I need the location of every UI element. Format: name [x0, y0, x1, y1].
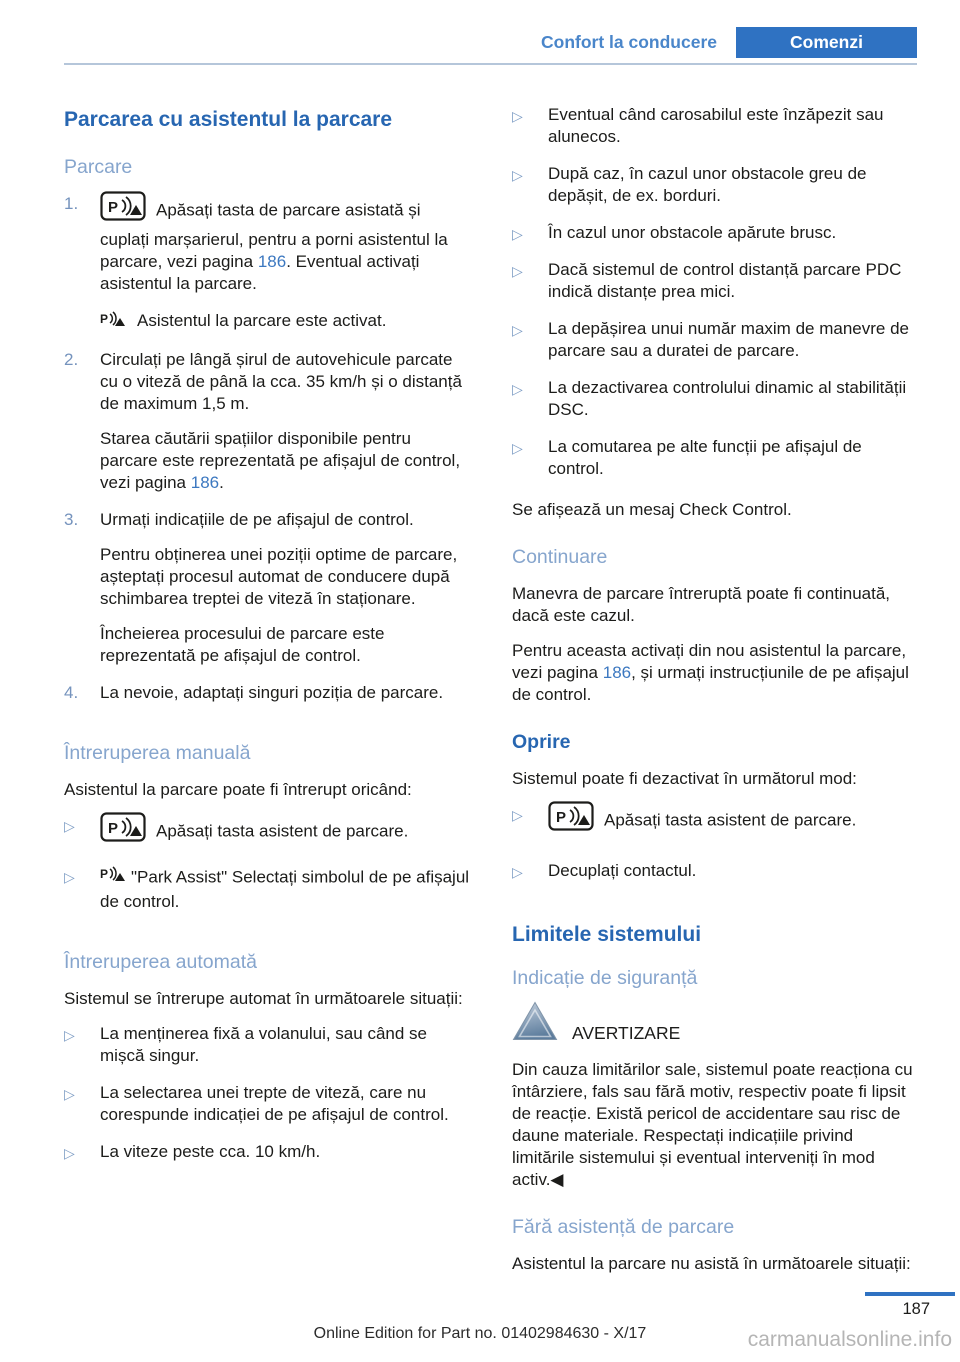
triangle-bullet-icon: ▷	[512, 864, 523, 880]
status-text: Asistentul la parcare este activat.	[137, 311, 387, 330]
page-link[interactable]: 186	[257, 252, 287, 271]
bullet-text	[100, 814, 472, 850]
subheading-indicatie-siguranta: Indicație de siguranță	[512, 967, 698, 989]
bullet-text	[100, 865, 472, 913]
triangle-bullet-icon: ▷	[512, 108, 523, 124]
bullet-text: Decuplați contactul.	[548, 861, 697, 880]
park-assist-symbol-icon	[100, 864, 127, 890]
svg-text:P: P	[108, 199, 119, 216]
bullet-text: La selectarea unei trepte de viteză, care nu corespunde indicației de pe afișajul de control.	[100, 1083, 449, 1124]
section-heading-limitele: Limitele sistemului	[512, 923, 702, 946]
park-assist-symbol-icon	[100, 309, 127, 335]
page-link[interactable]: 186	[190, 473, 220, 492]
list-item	[64, 1023, 472, 1080]
warning-label: AVERTIZARE	[572, 1023, 681, 1043]
paragraph-post: , și urmați instrucțiunile de pe afișajul de control.	[512, 663, 909, 704]
breadcrumb: Confort la conducere	[541, 32, 717, 52]
bullet-label: Apăsați tasta asistent de parcare.	[604, 810, 857, 830]
list-item	[512, 377, 920, 434]
list-item	[512, 222, 920, 257]
list-item	[512, 860, 920, 895]
step-2	[64, 349, 472, 507]
bullet-text: Dacă sistemul de control distanță parcare PDC indică distanțe prea mici.	[548, 260, 902, 301]
paragraph-pre: Pentru aceasta activați din nou asistentul la parcare, vezi pagina	[512, 641, 907, 682]
triangle-bullet-icon: ▷	[512, 263, 523, 279]
list-item	[64, 1082, 472, 1139]
subheading-intrerupere-automata: Întreruperea automată	[64, 951, 257, 973]
bullet-label: "Park Assist" Selectați simbolul de pe afișajul de control.	[100, 867, 470, 911]
warning-triangle-icon	[512, 1001, 558, 1047]
paragraph	[512, 640, 920, 706]
warning-header	[512, 1001, 920, 1047]
step-number: 4.	[64, 683, 79, 702]
tab-comenzi: Comenzi	[736, 27, 917, 58]
status-line	[100, 310, 472, 336]
bullet-text: La viteze peste cca. 10 km/h.	[100, 1142, 321, 1161]
page-header	[64, 27, 917, 58]
page-link[interactable]: 186	[602, 663, 632, 682]
subheading-parcare: Parcare	[64, 156, 133, 178]
subheading-oprire: Oprire	[512, 731, 571, 753]
triangle-bullet-icon: ▷	[512, 440, 523, 456]
paragraph: Asistentul la parcare nu asistă în următoarele situații:	[512, 1254, 911, 1273]
step-number: 1.	[64, 194, 79, 213]
triangle-bullet-icon: ▷	[512, 226, 523, 242]
park-assist-button-icon	[100, 812, 146, 848]
svg-text:P: P	[108, 820, 119, 837]
bullet-label: Apăsați tasta asistent de parcare.	[156, 821, 409, 841]
step-paragraph	[100, 428, 472, 494]
triangle-bullet-icon: ▷	[64, 1027, 75, 1043]
triangle-bullet-icon: ▷	[64, 869, 75, 885]
step-number: 3.	[64, 510, 79, 529]
svg-text:P: P	[100, 867, 109, 881]
triangle-bullet-icon: ▷	[512, 807, 523, 823]
list-item	[64, 865, 472, 926]
step-text: Circulați pe lângă șirul de autovehicule parcate cu o viteză de până la cca. 35 km/h și o distanță de maximum 1,5 m.	[100, 350, 462, 413]
paragraph: Sistemul poate fi dezactivat în următorul mod:	[512, 769, 857, 788]
triangle-bullet-icon: ▷	[64, 818, 75, 834]
list-item	[512, 259, 920, 316]
list-item	[512, 803, 920, 852]
left-column	[64, 100, 472, 1178]
triangle-bullet-icon: ▷	[512, 381, 523, 397]
subheading-fara-asistenta: Fără asistență de parcare	[512, 1216, 735, 1238]
svg-text:P: P	[100, 312, 109, 326]
list-item	[512, 436, 920, 493]
footer-accent-line	[865, 1292, 955, 1296]
right-column	[512, 100, 920, 1288]
bullet-text: La depășirea unui număr maxim de manevre de parcare sau a duratei de parcare.	[548, 319, 909, 360]
step-text-pre: Apăsați tasta de parcare asistată și cuplați marșarierul, pentru a porni asistentul la parcare, vezi pagina	[100, 200, 448, 271]
subheading-intrerupere-manuala: Întreruperea manuală	[64, 742, 251, 764]
paragraph-post: .	[219, 473, 224, 492]
bullet-text: Eventual când carosabilul este înzăpezit sau alunecos.	[548, 105, 884, 146]
section-heading-parcarea: Parcarea cu asistentul la parcare	[64, 108, 393, 131]
paragraph: Manevra de parcare întreruptă poate fi continuată, dacă este cazul.	[512, 584, 891, 625]
watermark: carmanualsonline.info	[747, 1328, 952, 1351]
step-3	[64, 509, 472, 680]
step-paragraph: Încheierea procesului de parcare este reprezentată pe afișajul de control.	[100, 624, 385, 665]
step-paragraph: Pentru obținerea unei poziții optime de parcare, așteptați procesul automat de conducere după schimbarea treptei de viteză în staționare.	[100, 545, 458, 608]
step-text-post: . Eventual activați asistentul la parcare.	[100, 252, 420, 293]
list-item	[64, 1141, 472, 1176]
park-assist-button-icon	[548, 801, 594, 837]
step-number: 2.	[64, 350, 79, 369]
list-item	[512, 104, 920, 161]
bullet-text	[548, 803, 920, 839]
step-text: Urmați indicațiile de pe afișajul de control.	[100, 510, 414, 529]
bullet-text: La comutarea pe alte funcții pe afișajul de control.	[548, 437, 862, 478]
step-text: La nevoie, adaptați singuri poziția de parcare.	[100, 683, 444, 702]
step-text	[100, 193, 472, 295]
paragraph: Asistentul la parcare poate fi întrerupt oricând:	[64, 780, 412, 799]
step-4	[64, 682, 472, 717]
park-assist-button-icon	[100, 191, 146, 227]
bullet-text: După caz, în cazul unor obstacole greu de depășit, de ex. borduri.	[548, 164, 867, 205]
triangle-bullet-icon: ▷	[64, 1086, 75, 1102]
step-1	[64, 193, 472, 308]
paragraph: Sistemul se întrerupe automat în următoarele situații:	[64, 989, 463, 1008]
page-number: 187	[902, 1300, 930, 1318]
paragraph-pre: Starea căutării spațiilor disponibile pentru parcare este reprezentată pe afișajul de control, vezi pagina	[100, 429, 461, 492]
list-item	[512, 318, 920, 375]
triangle-bullet-icon: ▷	[512, 167, 523, 183]
triangle-bullet-icon: ▷	[512, 322, 523, 338]
bullet-text: La dezactivarea controlului dinamic al stabilității DSC.	[548, 378, 907, 419]
svg-text:P: P	[556, 809, 567, 826]
header-divider	[64, 63, 917, 65]
bullet-text: În cazul unor obstacole apărute brusc.	[548, 223, 837, 242]
list-item	[64, 814, 472, 863]
list-item	[512, 163, 920, 220]
subheading-continuare: Continuare	[512, 546, 608, 568]
paragraph-check-control: Se afișează un mesaj Check Control.	[512, 500, 792, 519]
bullet-text: La menținerea fixă a volanului, sau când se mișcă singur.	[100, 1024, 427, 1065]
warning-text: Din cauza limitărilor sale, sistemul poate reacționa cu întârziere, fals sau fără motiv, respectiv poate fi lipsit de reacție. Există pericol de accidentare sau risc de daune materiale. Respectați indicațiile privind limitările sistemului și eventual interveniți în mod activ.◀	[512, 1060, 913, 1189]
edition-note: Online Edition for Part no. 01402984630 - X/17	[313, 1325, 647, 1342]
triangle-bullet-icon: ▷	[64, 1145, 75, 1161]
